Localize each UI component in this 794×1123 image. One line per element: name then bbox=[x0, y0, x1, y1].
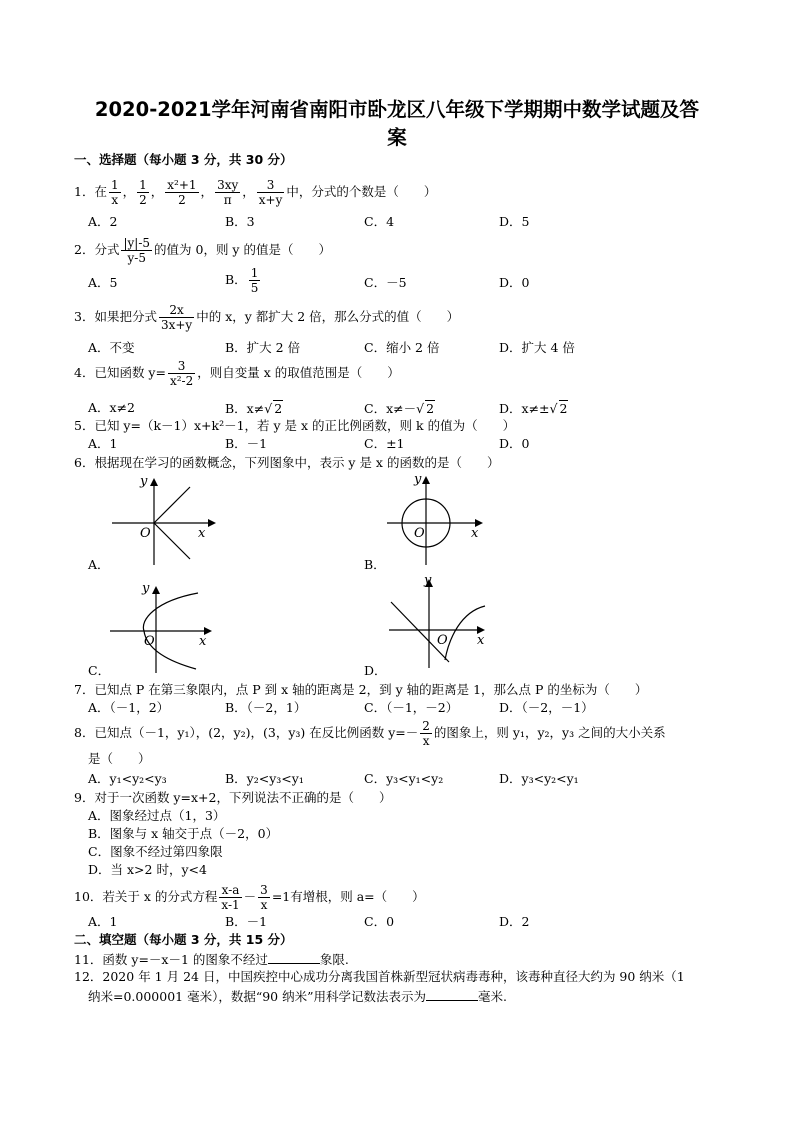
option-text: D．x≠± bbox=[499, 401, 550, 416]
question-10-tail: =1有增根，则 a=（ ） bbox=[271, 889, 425, 904]
option-4d[interactable] bbox=[499, 400, 568, 417]
option-7d[interactable]: D．（－2，－1） bbox=[499, 700, 594, 715]
question-4-prefix: 4．已知函数 y= bbox=[74, 365, 166, 380]
option-5d[interactable]: D．0 bbox=[499, 436, 530, 451]
question-10 bbox=[74, 883, 425, 912]
denominator: 2 bbox=[178, 193, 186, 207]
denominator: x-1 bbox=[221, 898, 240, 912]
option-10b[interactable]: B．－1 bbox=[225, 914, 268, 929]
title-line-2: 案 bbox=[387, 126, 407, 149]
sqrt-sign: √ bbox=[264, 401, 273, 416]
question-8-prefix: 8．已知点（－1，y₁），(2，y₂)，(3，y₃) 在反比例函数 y=－ bbox=[74, 725, 419, 740]
numerator: 2 bbox=[422, 719, 430, 733]
answer-blank-12[interactable] bbox=[426, 988, 478, 1001]
section-heading-choice: 一、选择题（每小题 3 分，共 30 分） bbox=[74, 152, 293, 167]
question-12-line2: 纳米=0.000001 毫米），数据“90 纳米”用科学记数法表示为 bbox=[88, 989, 427, 1004]
option-1b[interactable]: B．3 bbox=[225, 214, 255, 229]
option-5c[interactable]: C．±1 bbox=[364, 436, 405, 451]
origin-label: O bbox=[144, 634, 155, 649]
graph-b bbox=[375, 470, 495, 570]
option-9b[interactable]: B．图象与 x 轴交于点（－2，0） bbox=[88, 826, 279, 841]
option-1a[interactable]: A．2 bbox=[88, 214, 118, 229]
graph-a bbox=[100, 470, 220, 570]
denominator: y-5 bbox=[127, 251, 146, 265]
denominator: x+y bbox=[258, 193, 283, 207]
fraction-1-x bbox=[109, 178, 121, 207]
option-10c[interactable]: C．0 bbox=[364, 914, 395, 929]
graph-a-ray-down bbox=[154, 523, 190, 559]
option-10d[interactable]: D．2 bbox=[499, 914, 530, 929]
option-8c[interactable]: C．y₃<y₁<y₂ bbox=[364, 771, 444, 786]
numerator: x-a bbox=[219, 883, 241, 898]
option-1c[interactable]: C．4 bbox=[364, 214, 395, 229]
option-8b[interactable]: B．y₂<y₃<y₁ bbox=[225, 771, 304, 786]
denominator: 5 bbox=[250, 281, 259, 295]
option-7b[interactable]: B．（－2，1） bbox=[225, 700, 307, 715]
option-8a[interactable]: A．y₁<y₂<y₃ bbox=[88, 771, 167, 786]
numerator: 3 bbox=[260, 883, 268, 897]
fraction-one-fifth bbox=[249, 266, 261, 295]
x-axis-label: x bbox=[199, 634, 207, 649]
numerator: 3 bbox=[168, 359, 195, 374]
option-2d[interactable]: D．0 bbox=[499, 275, 530, 290]
numerator: x²+1 bbox=[167, 178, 197, 192]
fraction-1-2 bbox=[137, 178, 149, 207]
x-axis-arrow bbox=[208, 519, 216, 527]
question-12-continued bbox=[88, 988, 507, 1005]
denominator: x bbox=[260, 898, 268, 912]
separator: ， bbox=[122, 184, 136, 199]
option-text: C．x≠－ bbox=[364, 401, 417, 416]
option-7a[interactable]: A．（－1，2） bbox=[88, 700, 170, 715]
question-2-prefix: 2．分式 bbox=[74, 242, 120, 257]
fraction-abs-y-minus-5 bbox=[121, 236, 152, 265]
section-heading-fill-in: 二、填空题（每小题 3 分，共 15 分） bbox=[74, 932, 293, 947]
option-2c[interactable]: C．－5 bbox=[364, 275, 407, 290]
fraction-2x-over-3x-plus-y bbox=[159, 303, 194, 332]
numerator: |y|-5 bbox=[123, 236, 151, 250]
option-4c[interactable] bbox=[364, 400, 435, 417]
question-5: 5．已知 y=（k－1）x+k²－1，若 y 是 x 的正比例函数，则 k 的值为（ ） bbox=[74, 418, 516, 433]
option-9d[interactable]: D．当 x>2 时，y<4 bbox=[88, 862, 207, 877]
option-9c[interactable]: C．图象不经过第四象限 bbox=[88, 844, 223, 859]
fraction-3-over-x bbox=[258, 883, 270, 912]
numerator: 2x bbox=[159, 303, 194, 318]
minus-sign: － bbox=[243, 889, 257, 904]
option-1d[interactable]: D．5 bbox=[499, 214, 530, 229]
question-11 bbox=[74, 951, 349, 968]
option-3d[interactable]: D．扩大 4 倍 bbox=[499, 340, 575, 355]
fraction-2-over-x bbox=[420, 719, 432, 748]
denominator: x bbox=[111, 193, 119, 207]
page-title-continued bbox=[0, 125, 794, 151]
question-1-tail: 中，分式的个数是（ ） bbox=[286, 184, 437, 199]
denominator: x²-2 bbox=[169, 374, 194, 388]
question-1-prefix: 1．在 bbox=[74, 184, 107, 199]
option-6d[interactable]: D． bbox=[364, 663, 387, 678]
question-3-tail: 中的 x，y 都扩大 2 倍，那么分式的值（ ） bbox=[196, 309, 460, 324]
x-axis-label: x bbox=[198, 526, 206, 541]
option-10a[interactable]: A．1 bbox=[88, 914, 118, 929]
denominator: 3x+y bbox=[160, 318, 193, 332]
question-8 bbox=[74, 719, 666, 748]
page-title bbox=[0, 97, 794, 123]
question-2-tail: 的值为 0，则 y 的值是（ ） bbox=[154, 242, 331, 257]
origin-label: O bbox=[140, 526, 151, 541]
denominator: 2 bbox=[139, 193, 147, 207]
y-axis-arrow bbox=[152, 586, 160, 594]
option-6c[interactable]: C． bbox=[88, 663, 111, 678]
question-4 bbox=[74, 359, 400, 388]
origin-label: O bbox=[437, 633, 448, 648]
question-8-tail: 的图象上，则 y₁，y₂，y₃ 之间的大小关系 bbox=[433, 725, 666, 740]
y-axis-arrow bbox=[150, 478, 158, 486]
fraction-x-minus-a-over-x-minus-1 bbox=[219, 883, 241, 912]
y-axis-label: y bbox=[414, 472, 422, 487]
fraction-3-x-plus-y bbox=[257, 178, 285, 207]
separator: ， bbox=[242, 184, 255, 199]
question-11-tail: 象限. bbox=[319, 952, 349, 967]
fraction-x2-plus-1 bbox=[165, 178, 198, 207]
question-4-tail: ，则自变量 x 的取值范围是（ ） bbox=[197, 365, 400, 380]
y-axis-arrow bbox=[422, 476, 430, 484]
radicand: 2 bbox=[426, 401, 435, 416]
question-2 bbox=[74, 236, 331, 265]
denominator: x bbox=[422, 734, 430, 748]
option-text: B．x≠ bbox=[225, 401, 265, 416]
origin-label: O bbox=[414, 526, 425, 541]
option-7c[interactable]: C．（－1，－2） bbox=[364, 700, 459, 715]
numerator: 1 bbox=[250, 266, 259, 280]
option-6a[interactable]: A． bbox=[88, 557, 110, 572]
question-3 bbox=[74, 303, 459, 332]
y-axis-label: y bbox=[142, 581, 150, 596]
question-10-prefix: 10．若关于 x 的分式方程 bbox=[74, 889, 218, 904]
sqrt-sign: √ bbox=[549, 401, 558, 416]
option-3c[interactable]: C．缩小 2 倍 bbox=[364, 340, 440, 355]
option-9a[interactable]: A．图象经过点（1，3） bbox=[88, 808, 226, 823]
question-8-continued: 是（ ） bbox=[88, 751, 151, 766]
separator: ， bbox=[150, 184, 164, 199]
question-9: 9．对于一次函数 y=x+2，下列说法不正确的是（ ） bbox=[74, 790, 392, 805]
graph-d-line bbox=[391, 602, 449, 662]
radicand: 2 bbox=[559, 401, 568, 416]
numerator: 1 bbox=[139, 178, 147, 192]
option-3a[interactable]: A．不变 bbox=[88, 340, 135, 355]
title-line-1: 2020-2021学年河南省南阳市卧龙区八年级下学期期中数学试题及答 bbox=[94, 98, 700, 121]
separator: ， bbox=[200, 184, 214, 199]
option-6b[interactable]: B． bbox=[364, 557, 386, 572]
option-label: B． bbox=[225, 272, 247, 287]
option-4b[interactable] bbox=[225, 400, 283, 417]
question-12: 12．2020 年 1 月 24 日，中国疾控中心成功分离我国首株新型冠状病毒毒种，该毒种直径大约为 90 纳米（1 bbox=[74, 969, 685, 984]
graph-c bbox=[100, 575, 220, 675]
denominator: π bbox=[223, 193, 232, 207]
y-axis-label: y bbox=[140, 474, 148, 489]
question-12-tail: 毫米. bbox=[478, 989, 507, 1004]
question-11-prefix: 11．函数 y=－x－1 的图象不经过 bbox=[74, 952, 268, 967]
graph-a-ray-up bbox=[154, 487, 190, 523]
option-3b[interactable]: B．扩大 2 倍 bbox=[225, 340, 301, 355]
option-2a[interactable]: A．5 bbox=[88, 275, 118, 290]
fraction-3xy-pi bbox=[215, 178, 240, 207]
answer-blank-11[interactable] bbox=[268, 951, 320, 964]
numerator: 1 bbox=[110, 178, 119, 192]
numerator: 3 bbox=[257, 178, 285, 193]
graph-d bbox=[375, 568, 495, 668]
question-3-prefix: 3．如果把分式 bbox=[74, 309, 157, 324]
numerator: 3xy bbox=[217, 178, 239, 192]
option-4a[interactable]: A．x≠2 bbox=[88, 400, 136, 415]
question-1 bbox=[74, 178, 436, 207]
x-axis-label: x bbox=[477, 633, 485, 648]
option-5a[interactable]: A．1 bbox=[88, 436, 118, 451]
option-5b[interactable]: B．－1 bbox=[225, 436, 268, 451]
y-axis-label: y bbox=[424, 573, 432, 588]
question-6: 6．根据现在学习的函数概念，下列图象中，表示 y 是 x 的函数的是（ ） bbox=[74, 455, 500, 470]
fraction-3-over-x2-minus-2 bbox=[168, 359, 195, 388]
option-8d[interactable]: D．y₃<y₂<y₁ bbox=[499, 771, 579, 786]
question-7: 7．已知点 P 在第三象限内，点 P 到 x 轴的距离是 2，到 y 轴的距离是 1，那么点 P 的坐标为（ ） bbox=[74, 682, 648, 697]
x-axis-label: x bbox=[471, 526, 479, 541]
option-2b[interactable] bbox=[225, 266, 262, 295]
sqrt-sign: √ bbox=[416, 401, 425, 416]
radicand: 2 bbox=[274, 401, 283, 416]
